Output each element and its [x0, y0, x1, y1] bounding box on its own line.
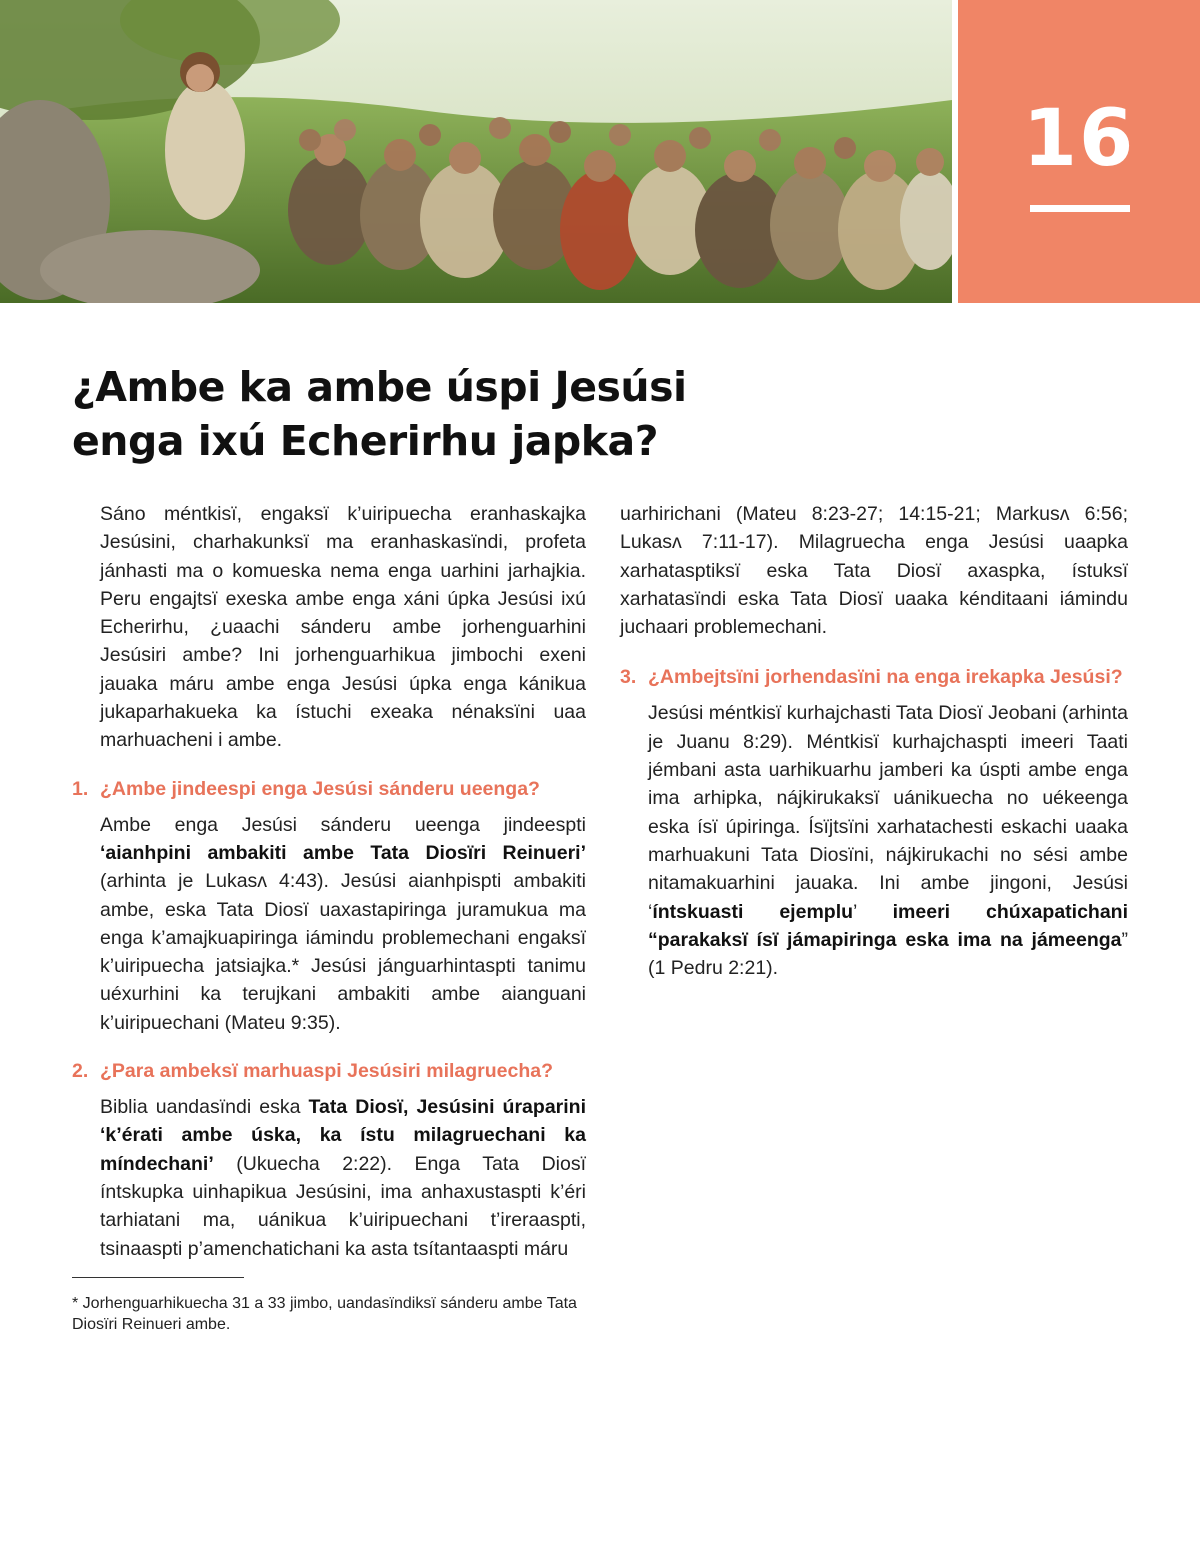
intro-paragraph: Sáno méntkisï, engaksï k’uiripuecha eranhaskajka Jesúsini, charhakunksï ma eranhaskasïndi, profeta jánhasti ma o komueska nema enga uarhini jarhajkia. Peru engajtsï exeska ambe enga xáni úpka Jesúsi ixú Echerirhu, ¿uaachi sánderu ambe jorhenguarhini Jesúsiri ambe? Ini jorhenguarhikua jimbochi exeni jauaka máru ambe enga Jesúsi úpka enga kánikua jukaparhakueka ka ístuchi exeaka nénaksïni uaa marhuacheni i ambe. — [100, 503, 586, 752]
answer-2-text-b: (Ukuecha 2:22). Enga Tata Diosï íntskupka uinhapikua Jesúsini, ima anhaxustaspti k’éri tarhiatani ma, uánikua k’uiripuechani t’ireraaspti, tsinaaspti p’amenchatichani ka asta tsítantaaspti máru — [100, 1152, 586, 1260]
answer-1-paragraph — [72, 811, 586, 1037]
answer-2-text-a: Biblia uandasïndi eska — [100, 1096, 309, 1119]
answer-1-text-b: (arhinta je Lukasʌ 4:43). Jesúsi aianhpispti ambakiti ambe, eska Tata Diosï uaxastapiringa juramukua ma enga k’amajkuapiringa iámindu problemechani engaksï k’uiripuecha jatsiajka.* Jesúsi jánguarhintaspti tanimu uéxurhini ka terujkani ambakiti ambe aianguani k’uiripuechani (Mateu 9:35). — [100, 870, 586, 1034]
answer-2-continuation: uarhirichani (Mateu 8:23-27; 14:15-21; Markusʌ 6:56; Lukasʌ 7:11-17). Milagruecha enga Jesúsi uaapka xarhatasptiksï eska Tata Diosï axaspka, ístuksï xarhatasïndi eska Tata Diosï uaaka kénditaani iámindu juchaari problemechani. — [620, 503, 1128, 639]
question-3-number: 3. — [620, 666, 637, 689]
page-title — [72, 360, 872, 468]
page-title-line-1: ¿Ambe ka ambe úspi Jesúsi — [72, 363, 687, 411]
chapter-number: 16 — [1022, 94, 1136, 184]
answer-2-paragraph — [72, 1093, 586, 1263]
answer-3-bold-a: íntskuasti ejemplu — [652, 900, 854, 923]
chapter-number-underline — [1030, 205, 1130, 212]
question-1-text: ¿Ambe jindeespi enga Jesúsi sánderu ueenga? — [100, 777, 540, 800]
hero-illustration — [0, 0, 952, 303]
right-column — [620, 500, 1128, 982]
footnote-divider — [72, 1277, 244, 1278]
chapter-number-box — [958, 0, 1200, 303]
answer-1-text-a: Ambe enga Jesúsi sánderu ueenga jindeespti — [100, 813, 586, 836]
answer-2-bold-a: Tata Diosï, Jesúsini úraparini ‘k’érati ambe úska, ka ístu milagruechani ka míndechani’ — [100, 1096, 586, 1175]
question-2-heading — [72, 1057, 586, 1085]
question-1-number: 1. — [72, 777, 89, 800]
question-2-number: 2. — [72, 1060, 89, 1083]
footnote: * Jorhenguarhikuecha 31 a 33 jimbo, uandasïndiksï sánderu ambe Tata Diosïri Reinueri ambe. — [72, 1295, 577, 1333]
question-2-text: ¿Para ambeksï marhuaspi Jesúsiri milagruecha? — [100, 1060, 554, 1083]
left-column — [72, 500, 586, 1263]
page-title-line-2: enga ixú Echerirhu japka? — [72, 417, 658, 465]
question-3-text: ¿Ambejtsïni jorhendasïni na enga irekapka Jesúsi? — [648, 666, 1123, 689]
answer-3-text-a: Jesúsi méntkisï kurhajchasti Tata Diosï Jeobani (arhinta je Juanu 8:29). Méntkisï kurhajchaspti imeeri Taati jémbani asta uarhikuarhu jamberi ka úspti ambe enga ima arhipka, nájkirukaksï uánikuecha no uékeenga eska ísï úpiringa. Ísïjtsïni xarhatachesti eskachi uaaka marhuakuni Tata Diosïni, nájkirukachi no sési ambe nitamakuarhini jauaka. Ini ambe jingoni, Jesúsi ‘ — [648, 702, 1128, 923]
answer-3-bold-b: imeeri chúxapatichani “parakaksï ísï jámapiringa eska ima na jámeenga — [648, 900, 1129, 951]
answer-3-paragraph — [620, 699, 1128, 982]
crowd-scene-image — [0, 0, 952, 303]
question-1-heading — [72, 775, 586, 803]
answer-1-bold-a: ‘aianhpini ambakiti ambe Tata Diosïri Reinueri’ — [100, 841, 586, 864]
answer-3-text-c: ” (1 Pedru 2:21). — [648, 928, 1128, 980]
question-3-heading — [620, 663, 1128, 691]
answer-3-text-b: ’ — [853, 900, 893, 923]
